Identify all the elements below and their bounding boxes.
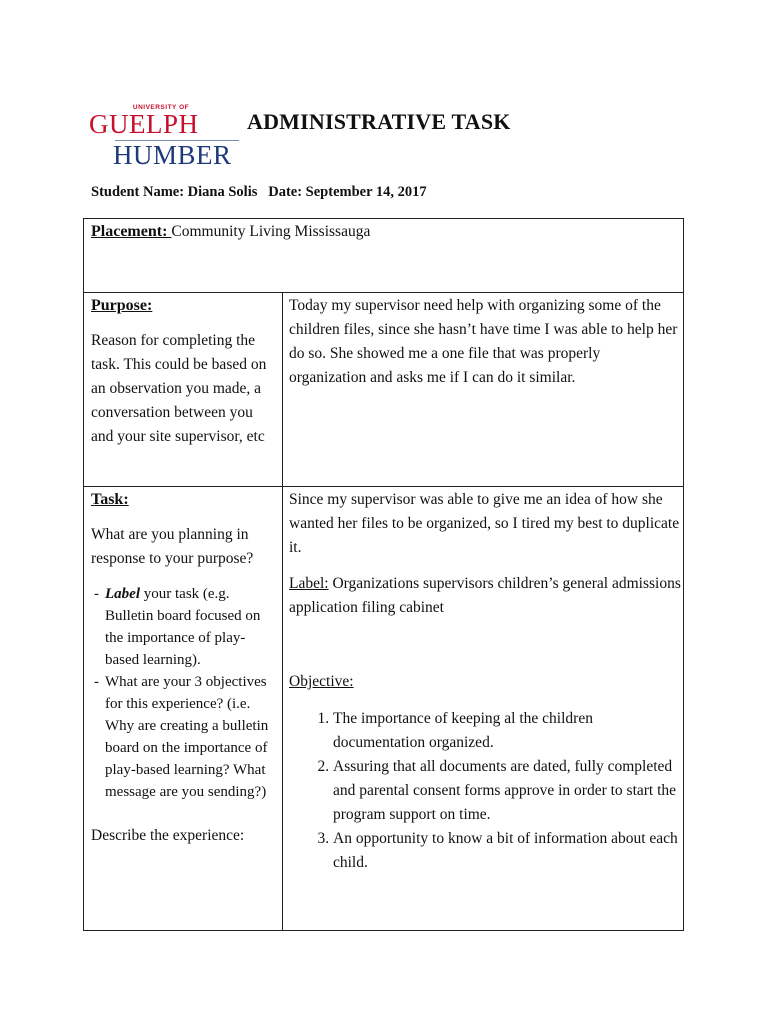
task-instructions-list <box>91 583 279 803</box>
list-item: 2. Assuring that all documents are dated, fully completed and parental consent forms approve in order to start the program support on time. <box>333 755 681 827</box>
placement-value: Community Living Mississauga <box>171 223 371 240</box>
university-logo <box>89 104 241 170</box>
label-text: Organizations supervisors children’s general admissions application filing cabinet <box>289 575 681 616</box>
purpose-prompt-cell <box>84 293 283 486</box>
objectives-list <box>289 707 681 875</box>
task-response-intro: Since my supervisor was able to give me an idea of how she wanted her files to be organized, so I tired my best to duplicate it. <box>289 491 680 556</box>
purpose-heading: Purpose: <box>91 297 153 314</box>
task-form-table <box>83 218 686 931</box>
bullet-objectives-text: What are your 3 objectives for this experience? (i.e. Why are creating a bulletin board on the importance of play-based learning? What message are you sending?) <box>105 674 269 800</box>
placement-row <box>83 218 684 293</box>
task-heading: Task: <box>91 491 129 508</box>
purpose-prompt: Reason for completing the task. This could be based on an observation you made, a conversation between you and your site supervisor, etc <box>91 332 267 445</box>
placement-label: Placement: <box>91 223 172 240</box>
task-prompt: What are you planning in response to your purpose? <box>91 526 254 567</box>
label-title: Label: <box>289 575 329 592</box>
logo-guelph-text: GUELPH <box>89 109 199 139</box>
purpose-response: Today my supervisor need help with organizing some of the children files, since she hasn’t have time I was able to help her do so. She showed me a one file that was properly organization and asks me if I can do it similar. <box>289 297 678 386</box>
list-item: 1. The importance of keeping al the children documentation organized. <box>333 707 681 755</box>
task-label-line <box>289 572 681 620</box>
task-prompt-cell <box>84 487 283 930</box>
purpose-response-cell <box>283 293 683 486</box>
label-emphasis: Label <box>105 586 140 602</box>
student-info-line: Student Name: Diana Solis Date: September 14, 2017 <box>91 184 427 200</box>
list-item: 3. An opportunity to know a bit of information about each child. <box>333 827 681 875</box>
objective-title: Objective: <box>289 673 354 690</box>
describe-experience-label: Describe the experience: <box>91 827 245 844</box>
list-item <box>91 671 279 803</box>
task-row <box>83 486 684 931</box>
purpose-row <box>83 292 684 487</box>
document-title: ADMINISTRATIVE TASK <box>247 109 511 134</box>
list-item <box>91 583 279 671</box>
logo-humber-text: HUMBER <box>113 140 232 170</box>
bullet-label-text: your task (e.g. Bulletin board focused on the importance of play-based learning). <box>105 586 261 668</box>
logo-university-of-text: UNIVERSITY OF <box>132 104 190 111</box>
task-response-cell <box>283 487 683 930</box>
